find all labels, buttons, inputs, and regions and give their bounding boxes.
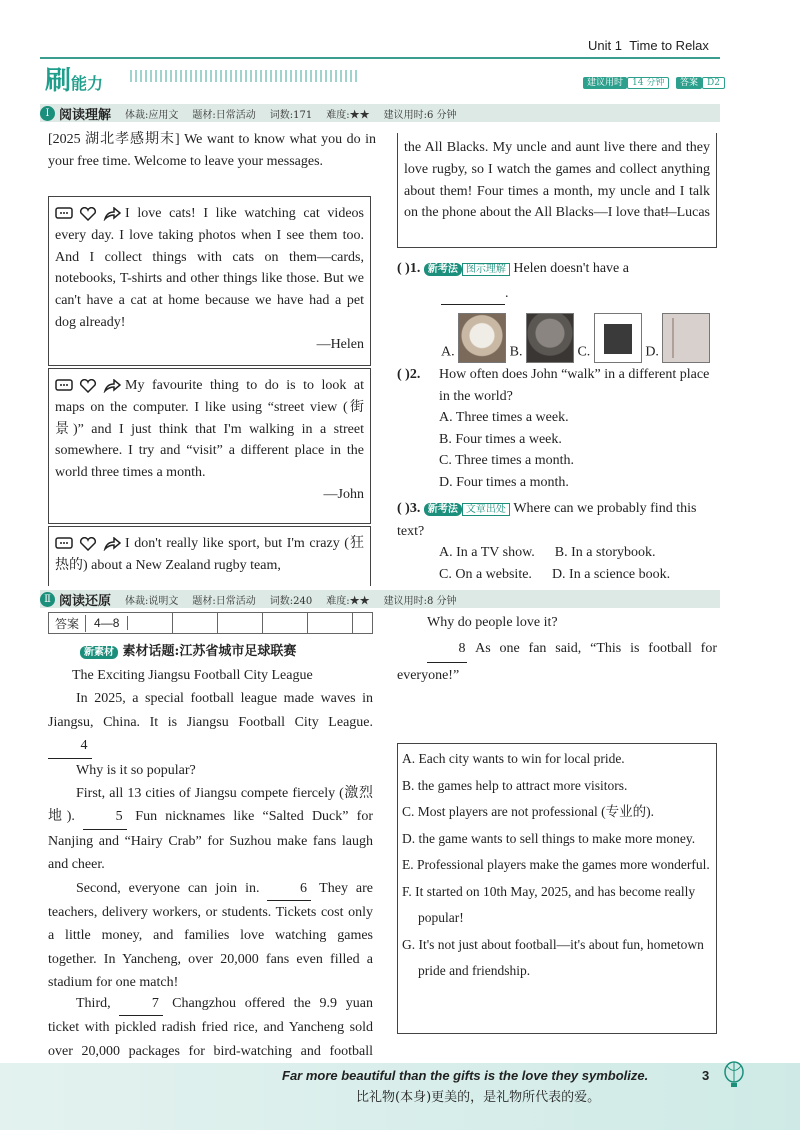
notebook-photo	[662, 313, 710, 363]
share-icon	[103, 207, 121, 221]
intro-text: [2025 湖北孝感期末] We want to know what you do in your free time. Welcome to leave your messages.	[48, 132, 376, 169]
answer-row: 答案 4—8	[48, 612, 373, 634]
choices-box	[397, 743, 717, 1034]
unit-title: Unit 1 Time to Relax	[588, 38, 709, 53]
answer-ref: 答案 D2	[676, 70, 725, 89]
choice-b: B. the games help to attract more visitors.	[402, 777, 628, 793]
option: C. Three times a month.	[439, 453, 575, 468]
section2-bar: Ⅱ 阅读还原 体裁:说明文 题材:日常活动 词数:240 难度:★★ 建议用时:8 分钟	[40, 590, 720, 608]
blank-7[interactable]: 7	[119, 992, 163, 1016]
section1-bar: Ⅰ 阅读理解 体裁:应用文 题材:日常活动 词数:171 难度:★★ 建议用时:6 分钟	[40, 104, 720, 122]
article-title: The Exciting Jiangsu Football City League	[72, 668, 313, 683]
cat-photo	[526, 313, 574, 363]
option: A. Three times a week.	[439, 410, 569, 425]
choice-a: A. Each city wants to win for local pride.	[402, 751, 625, 766]
option: B. Four times a week.	[439, 431, 562, 447]
footer-quote-cn: 比礼物(本身)更美的，是礼物所代表的爱。	[356, 1090, 601, 1105]
question-1: ( )1. 新考法 图示理解 Helen doesn't have a . A. B. C. D.	[397, 258, 717, 363]
choice-g: G. It's not just about football—it's about fun, hometown pride and friendship.	[402, 936, 704, 978]
article-left: The Exciting Jiangsu Football City League In 2025, a special football league made waves in Jiangsu, China. It is Jiangsu Football City League. 4 Why is it so popular? First, all 13 cities of Jiangsu compete fiercely (激烈地). 5 Fun nicknames like “Salted Duck” for Nanjing and “Hairy Crab” for Suzhou make fans laugh and cheer. Second, everyone can join in. 6 They are teachers, delivery workers, or students. Tickets cost only a little money, and families love watching games together. In Yancheng, over 20,000 fans even filled a stadium for one match!	[48, 664, 373, 995]
heart-icon	[79, 207, 97, 221]
question-3: ( )3. 新考法 文章出处 Where can we probably find this text? A. In a TV show. B. In a storybook. C. On a website. D. In a science book.	[397, 501, 697, 582]
comment-icon	[55, 379, 73, 393]
question-2: ( )2. How often does John “walk” in a different place in the world? A. Three times a week. B. Four times a week. C. Three times a month. D. Four times a month.	[397, 364, 717, 493]
signature: —Lucas	[662, 205, 710, 221]
blank-8[interactable]: 8	[427, 636, 467, 663]
suggested-time: 建议用时 14 分钟	[583, 70, 669, 89]
blank-6[interactable]: 6	[267, 877, 311, 901]
signature: —John	[323, 486, 364, 502]
post-helen: I love cats! I like watching cat videos every day. I love taking photos when I see them too. And I collect things with cats on them—cards, notebooks, T-shirts and other things like those. But we can't have a cat at home because we have had a pet dog already! —Helen	[48, 196, 371, 366]
post-lucas-cont: the All Blacks. My uncle and aunt live there and they love rugby, so I watch the games and collect anything about them! Four times a month, my uncle and I talk on the phone about the All Blacks—I love that! —Lucas	[397, 133, 717, 248]
page-number: 3	[702, 1068, 710, 1083]
share-icon	[103, 379, 121, 393]
article-right: Why do people love it? 8 As one fan said, “This is football for everyone!”	[397, 615, 717, 683]
choice-d: D. the game wants to sell things to make more money.	[402, 830, 696, 846]
article-para3: Third, 7 Changzhou offered the 9.9 yuan ticket with pickled radish fried rice, and Yancheng sold over 20,000 packages for bird-watching and football	[48, 992, 373, 1087]
post-john: My favourite thing to do is to look at maps on the computer. I like using “street view (街景)” and I just think that I'm walking in a street somewhere. I try and “visit” a different place in the world three times a month. —John	[48, 368, 371, 524]
header-rule	[40, 57, 720, 59]
choice-e: E. Professional players make the games more wonderful.	[402, 857, 710, 872]
option: D. Four times a month.	[439, 474, 569, 490]
brand-logo: 刷能力	[45, 66, 104, 96]
tshirt-photo	[594, 313, 642, 363]
topic-bar: 新素材 素材话题:江苏省城市足球联赛	[80, 640, 296, 659]
signature: —Helen	[316, 336, 364, 352]
comment-icon	[55, 207, 73, 221]
blank-5[interactable]: 5	[83, 805, 127, 829]
choice-c: C. Most players are not professional (专业的).	[402, 804, 654, 819]
heart-icon	[79, 379, 97, 393]
footer-quote: Far more beautiful than the gifts is the love they symbolize.	[282, 1068, 649, 1083]
balloon-icon	[722, 1061, 746, 1089]
choice-f: F. It started on 10th May, 2025, and has become really popular!	[402, 883, 696, 925]
heart-icon	[79, 537, 97, 551]
dog-photo	[458, 313, 506, 363]
post-lucas-start: I don't really like sport, but I'm crazy (狂热的) about a New Zealand rugby team,	[48, 526, 371, 586]
blank-4[interactable]: 4	[48, 734, 92, 758]
decorative-stripes	[130, 70, 360, 82]
share-icon	[103, 537, 121, 551]
comment-icon	[55, 537, 73, 551]
